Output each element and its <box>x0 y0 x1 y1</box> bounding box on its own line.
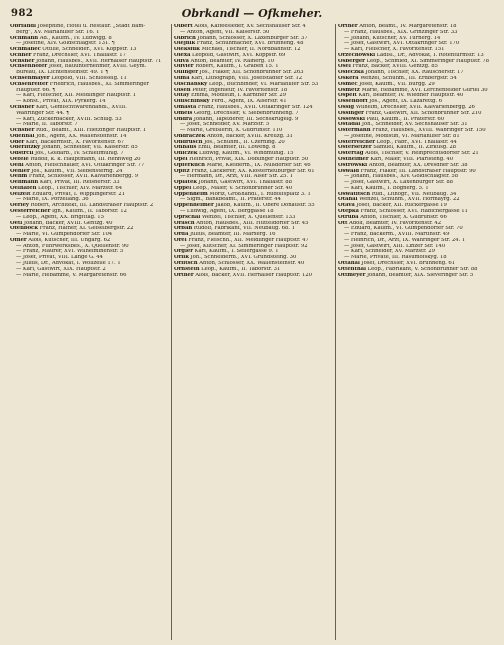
entry-details: Johann, Beamter, XIX. Sieveringer Str. 5 <box>366 272 474 278</box>
entry-details: Johann, Schlosser, X. Laxenburger Str. 37 <box>197 35 308 41</box>
entry-details: — Josef, Gastwirt, XIII. Linzer Str. 140 <box>344 243 446 249</box>
running-head: Obrkandl — Ofkmeher. <box>181 7 323 20</box>
entry-details: — Josef, Schneider, XV. Märzstr. 5 <box>180 122 270 128</box>
entry-surname: Olbrich <box>174 35 196 41</box>
entry-details: — Marie, Private, III. Rasumofskyg. 18 <box>344 255 447 261</box>
entry-details: — Josefine, XIV. Goldschlagstr. 131. ¶ <box>16 41 115 47</box>
entry-details: Anton, Tischler, X. Gudrunstr. 66 <box>360 214 447 220</box>
entry-details: — Josefine, Modistin, VI. Mariahilfer Str. 81 <box>344 133 460 139</box>
entry-details: Leop., Buchbinder, VI. Mariahilfer Str. 53 <box>208 81 319 87</box>
entry-details: Josephine, Hotel u. Restaur. „Stadt Bam- <box>37 24 146 29</box>
entry-details: Anton, Beamter, XX. Dresdner Str. 38 <box>368 162 468 168</box>
entry-surname: Ochsner <box>10 104 35 110</box>
entry-details: Samuel, Kaufm., II. Zirkusg. 28 <box>373 145 456 151</box>
entry-details: — Karl, Schneider, XV. Märzstr. 29 <box>344 249 435 255</box>
entry-details: Anton, Schlosser, XX. Wallensteinstr. 40 <box>199 261 305 267</box>
entry-details: Johann, Gastwirt, XVI. Thaliastr. 88 <box>198 180 292 186</box>
entry-details: Wenzel, Schuhm., XVII. Hormayrg. 22 <box>359 197 460 203</box>
entry-details: Leopold, VIII. Schlösselg. 11 <box>51 76 127 82</box>
entry-details: — Karl, Kaufm., I. Bognerg. 5. T <box>344 185 429 191</box>
entry-surname: Oliva <box>174 58 189 64</box>
entry-surname: Ochsenhofer <box>10 64 48 70</box>
entry-surname: Ochmanec <box>10 47 41 53</box>
entry-surname: Ossendorf <box>338 99 368 105</box>
entry-details: Josef, Kaufm., VII. Burgg. 29 <box>359 81 435 87</box>
entry-surname: Oerley <box>10 203 29 209</box>
entry-surname: Omasta <box>174 104 197 110</box>
entry-details: Leopold, Gastwirt, XVI. Koppstr. 69 <box>191 52 286 58</box>
entry-details: Jos., Schuhm., II. Czerning. 20 <box>204 139 285 145</box>
entry-details: Heinrich, Privat, XIX. Döblinger Hauptstr. 50 <box>189 156 309 162</box>
entry-details: — Sigm., Bankbeamt., II. Praterstr. 44 <box>180 197 281 203</box>
entry-surname: Oleksiuk <box>174 47 200 53</box>
entry-surname: Oesterreicher <box>10 209 51 214</box>
entry-surname: Odstrcil <box>10 151 34 157</box>
entry-details: Franz, Hausbes., XVIII. Währinger Str. 150 <box>372 128 486 134</box>
entry-details: Adolf, Beamter, IV. Favoritenstr. 42 <box>349 220 442 226</box>
entry-details: Bureau, IX. Lichtensteinstr. 49. T ¶ <box>16 70 109 76</box>
entry-details: Josef, Drechsler, XVI. Brunneng. 61 <box>361 261 456 267</box>
entry-details: Ign., Kaufm., II. Taborstr. 12 <box>51 209 127 214</box>
entry-details: Jos., Agent, IX. Lazarettg. 6 <box>369 99 443 105</box>
entry-details: Rudolf, k. k. Hauptmann, III. Rennweg 20 <box>30 156 141 162</box>
entry-details: Johann, Bäcker, XVIII. Gentzg. 40 <box>23 220 113 226</box>
entry-details: Währinger Str. 44. ¶ <box>16 110 70 116</box>
entry-surname: Ott <box>338 220 348 226</box>
entry-details: Johann, Tischler, XX. Rauscherstr. 17 <box>365 70 464 76</box>
entry-details: Karl, Bäckermstr., X. Favoritenstr. 67 <box>25 139 125 145</box>
entry-surname: Ostersetzer <box>338 145 372 151</box>
entry-surname: Ossinger <box>338 110 364 116</box>
entry-surname: Orgler <box>174 249 193 255</box>
directory-entry <box>174 273 332 279</box>
entry-surname: Oderlitzky <box>10 145 41 151</box>
entry-surname: Orlitsch <box>174 261 198 267</box>
entry-details: Johann, Schneider, VII. Kaiserstr. 85 <box>41 145 138 151</box>
page-header <box>0 8 504 24</box>
entry-details: Jos., Kaufm., VII. Siebensterng. 24 <box>31 168 123 174</box>
entry-details: Georg, Drechsler, V. Siebenbrunneng. 7 <box>193 110 299 116</box>
entry-surname: Osberger <box>338 58 365 64</box>
entry-surname: Ostadal <box>338 122 361 128</box>
entry-details: Rud., Lithogr., VII. Neubaug. 34 <box>371 191 457 197</box>
entry-details: Franz, Schlosser, XVII. Kalvarienbergg. 9 <box>28 174 139 180</box>
entry-details: Emma, Modistin, I. Kärntner Str. 29 <box>190 93 286 99</box>
entry-details: Jakob, Kaufm., II. Obere Donaustr. 55 <box>215 203 315 209</box>
entry-details: — Konst., Privat, XIX. Pyrkerg. 14 <box>16 99 106 105</box>
entry-details: Josef, Bäcker, XII. Ruckergasse 19 <box>356 203 447 209</box>
entry-details: Franz, Fleischh., XII. Meidlinger Hauptstr. 47 <box>188 237 309 243</box>
entry-surname: Oluschinsky <box>174 99 210 105</box>
entry-surname: Osmetz <box>338 87 360 93</box>
entry-details: Leop., Kaufm., II. Taborstr. 31 <box>201 266 281 272</box>
entry-details: — Marie, IX. Porzellang. 36 <box>16 197 89 203</box>
entry-surname: Osel <box>338 64 351 70</box>
entry-details: Josef, Bauunternehmer, XVIII. Geym. <box>48 64 147 70</box>
entry-details: berg", XV. Mariahilfer Str. 16. T <box>16 29 100 35</box>
entry-details: Leop., Schmied, XI. Simmeringer Hauptstr. 78 <box>366 58 490 64</box>
entry-details: Franz, Fiaker, III. Landstraßer Hauptstr. 90 <box>360 168 476 174</box>
entry-surname: Ofner <box>10 237 27 243</box>
entry-surname: Opferkuch <box>174 162 205 168</box>
entry-surname: Ostertag <box>338 151 364 157</box>
entry-details: Ludwig, Kaufm., VI. Windmühlg. 15 <box>199 151 294 157</box>
entry-surname: Ochsner <box>10 128 35 134</box>
entry-details: Anton, Fleischhauer, XVI. Ottakringer Str. 77 <box>25 162 145 168</box>
entry-details: — Marie, II. Taborstr. 7 <box>16 122 78 128</box>
entry-surname: Ottenthal <box>338 266 367 272</box>
entry-surname: Oppenheim <box>174 191 208 197</box>
entry-surname: Oppenheimer <box>174 203 214 209</box>
entry-details: Marie, Kleiderm., IX. Nußdorfer Str. 46 <box>206 162 311 168</box>
entry-details: — Franz, Bäckerm., XVIII. Martinstr. 49 <box>344 232 450 238</box>
column-divider <box>335 24 336 640</box>
entry-details: Marie, Hebamme, XVI. Lerchenfelder Gürtel 30 <box>361 87 488 93</box>
entry-surname: Ochsenreiter <box>10 81 49 87</box>
entry-details: Ottilie, Schneider., XVI. Koppstr. 13 <box>42 47 137 53</box>
entry-details: Ferd., Agent, IX. Alserstr. 41 <box>211 99 287 105</box>
entry-surname: Olma <box>174 76 190 82</box>
entry-details: Franz, Lackierer, XX. Klosterneuburger Str. 61 <box>191 168 315 174</box>
entry-surname: Ochmann <box>10 35 39 41</box>
entry-details: Leop., Maler, V. Schönbrunner Str. 40 <box>192 185 293 191</box>
entry-details: Eduard, Privat, I. Wipplingerstr. 21 <box>32 191 125 197</box>
entry-surname: Ofenböck <box>10 226 38 232</box>
entry-surname: Oehler <box>10 168 30 174</box>
entry-details: — Karl, Zuckerbäcker, XVIII. Schulg. 53 <box>16 116 122 122</box>
entry-surname: Olexa <box>174 52 191 58</box>
entry-details: Franz, Hafner, XI. Geiselbergstr. 22 <box>39 226 134 232</box>
entry-surname: Oskera <box>338 76 359 82</box>
entry-details: — Julius, Dr., Advokat, I. Wollzeile 17. T <box>16 261 121 267</box>
entry-surname: Ondraczek <box>174 133 206 139</box>
entry-details: Joh., Agent, XX. Wallensteinstr. 14 <box>36 133 127 139</box>
entry-surname: Oltay <box>174 93 190 99</box>
entry-details: Wenzel, Schuhm., III. Erdbergstr. 54 <box>360 76 457 82</box>
entry-surname: Olbert <box>174 24 193 29</box>
entry-details: Leop., Fabrikant, V. Schönbrunner Str. 88 <box>367 266 478 272</box>
entry-details: Robert, Architekt, III. Landstraßer Hauptstr. 2 <box>30 203 154 209</box>
entry-surname: Oehmann <box>10 180 39 186</box>
entry-details: — Hermann, Dr., Arzt, VIII. Alser Str. 25. T <box>180 174 294 180</box>
entry-details: Johann, Tapezierer, III. Sechskrügelg. 9 <box>193 116 299 122</box>
entry-details: Wilhelm, Drechsler, XVII. Kalvarienbergg. 26 <box>355 104 475 110</box>
entry-surname: Ochsenmayer <box>10 76 50 82</box>
entry-details: Ladisl., Dr., Advokat, I. Rotenturmstr. 13 <box>376 52 484 58</box>
entry-details: Wenzel, Tischler, X. Quellenstr. 133 <box>201 214 296 220</box>
entry-details: Johann, Hausbes., XVII. Hernalser Hauptstr. 71 <box>35 58 162 64</box>
entry-surname: Ochsner <box>10 58 35 64</box>
entry-details: Emil, Beamter, III. Löweng. 8 <box>197 145 276 151</box>
entry-surname: Otahal <box>338 197 358 203</box>
entry-surname: Olivier <box>174 64 194 70</box>
entry-surname: Onhaus <box>174 145 197 151</box>
entry-details: Leop., Fabr., XVI. Thaliastr. 44 <box>376 139 457 145</box>
column-3 <box>338 24 496 640</box>
entry-surname: Ottahal <box>338 261 360 267</box>
entry-surname: Oniczek <box>174 151 198 157</box>
column-1 <box>10 24 168 640</box>
entry-surname: Ornstein <box>174 266 200 272</box>
entry-details: — Anton, Fuhrwerksbes., X. Quellenstr. 90 <box>16 243 129 249</box>
entry-details: — Marie, VI. Gumpendorfer Str. 104 <box>16 232 113 238</box>
entry-surname: Oder <box>10 139 25 145</box>
entry-surname: Oelhafen <box>10 185 37 191</box>
entry-details: Alois, Bäcker, XVII. Hernalser Hauptstr. 120 <box>195 272 312 278</box>
entry-details: — Marie, Hebamme, V. Margaretenstr. 66 <box>16 272 127 278</box>
directory-columns <box>10 24 498 640</box>
entry-surname: Osieczka <box>338 70 364 76</box>
entry-details: Julius, Beamter, III. Marxerg. 16 <box>189 232 276 238</box>
entry-details: Franz, Bäcker, XVIII. Gentzg. 85 <box>352 64 438 70</box>
entry-details: Anton, Beamter, IV. Rainerg. 10 <box>190 58 275 64</box>
entry-surname: Osmec <box>338 81 358 87</box>
entry-surname: Oprschal <box>174 214 201 220</box>
entry-surname: Opitz <box>174 168 190 174</box>
entry-details: Karl, Maler, VIII. Piaristeng. 40 <box>370 156 454 162</box>
directory-entry <box>338 273 496 279</box>
entry-surname: Otruba <box>338 214 359 220</box>
entry-surname: Otepka <box>338 209 359 214</box>
entry-surname: Ossig <box>338 104 355 110</box>
entry-surname: Olsen <box>174 87 191 93</box>
entry-surname: Ochner <box>10 52 32 58</box>
entry-details: Ad., Kaufm., IV. Ludwigg. 8 <box>39 35 112 41</box>
entry-surname: Ossowski <box>338 116 365 122</box>
entry-details: — Franz, Maurer, XVI. Wilhelminenstr. 5 <box>16 249 124 255</box>
entry-details: Karl, Lithograph, VIII. Josefstädter Str. 12 <box>191 76 303 82</box>
entry-details: Rud., Beamt., XIII. Hietzinger Hauptstr. 1 <box>35 128 146 134</box>
entry-details: Franz, Drechsler, XVI. Thaliastr. 17 <box>33 52 126 58</box>
entry-surname: Orasch <box>174 220 195 226</box>
entry-surname: Olschansky <box>174 81 208 87</box>
entry-details: — Eduard, Kaufm., VI. Gumpendorfer Str. 70 <box>344 226 463 232</box>
entry-details: Peter, Ingenieur, IV. Favoritenstr. 18 <box>192 87 288 93</box>
entry-surname: Oppel <box>174 185 192 191</box>
entry-surname: Ondrusch <box>174 139 203 145</box>
entry-details: Karl, Kaufm., I. Seilergasse 9. T <box>194 249 279 255</box>
entry-details: Friedrich, Hausbes., XI. Simmeringer <box>49 81 149 87</box>
entry-surname: Opel <box>174 156 188 162</box>
entry-surname: Ostermann <box>338 128 371 134</box>
entry-details: Rudolf, Fabrikant, VII. Neubaug. 68. T <box>193 226 295 232</box>
entry-details: Alois, Kaffeesieder, XV. Sechshauser Str. 4 <box>194 24 306 29</box>
entry-details: Franz, Gastwirt, XII. Schönbrunner Str. 210 <box>365 110 482 116</box>
entry-details: Jos., Goldarb., IV. Schleifmühlg. 7 <box>35 151 124 157</box>
entry-details: Alois, Tischler, V. Reinprechtsdorfer Str. 21 <box>365 151 479 157</box>
entry-surname: Oswatitsch <box>338 191 371 197</box>
entry-details: — Franz, Hausbes., XIX. Grinzinger Str. 33 <box>344 29 458 35</box>
entry-surname: Ospelt <box>338 93 357 99</box>
entry-surname: Ottmeyer <box>338 272 366 278</box>
entry-surname: Ollinger <box>174 70 198 76</box>
entry-details: — Josef, Kutscher, XI. Simmeringer Hauptstr. 92 <box>180 243 308 249</box>
entry-details: Karl, Gemischtwarenhandl., XVIII. <box>35 104 127 110</box>
entry-surname: Odehnal <box>10 133 35 139</box>
entry-details: — Johann, Hausbes., XIV. Goldschlagstr. 58 <box>344 174 459 180</box>
entry-surname: Orda <box>174 232 189 238</box>
entry-details: Franz, Schuhmacher, XVI. Brunneng. 48 <box>196 41 304 47</box>
entry-surname: Omeis <box>174 110 193 116</box>
entry-details: Leop., Tischler, XIV. Märzstr. 64 <box>38 185 123 191</box>
entry-surname: Oefele <box>10 156 29 162</box>
entry-details: — Karl, Fleischer, XII. Meidlinger Hauptstr. 1 <box>16 93 136 99</box>
entry-surname: Osterreicher <box>338 139 376 145</box>
column-2 <box>174 24 332 640</box>
entry-details: — Karl, Gastwirt, XIX. Hauptstr. 2 <box>16 266 106 272</box>
entry-details: Joh., Schneider, XV. Sechshauser Str. 31 <box>361 122 468 128</box>
directory-entry <box>10 273 168 279</box>
entry-details: Anton, Bäcker, XVIII. Kreuzg. 31 <box>206 133 293 139</box>
entry-surname: Ostheimer <box>338 156 369 162</box>
entry-details: Anton, Hausbes., XIII. Hütteldorfer Str. 45 <box>196 220 309 226</box>
entry-surname: Ortner <box>338 24 358 29</box>
entry-surname: Oehm <box>10 174 28 180</box>
entry-surname: Ortner <box>174 272 194 278</box>
entry-details: — Johann, Kutscher, XV. Turnerg. 14 <box>344 35 441 41</box>
entry-surname: Orel <box>174 237 187 243</box>
entry-surname: Oswald <box>338 168 360 174</box>
entry-details: Alois, Kutscher, III. Ungarg. 62 <box>28 237 111 243</box>
entry-details: Hauptstr. 66. ¶ <box>16 87 56 93</box>
entry-surname: Otava <box>338 203 355 209</box>
entry-surname: Obrfandl <box>10 24 36 29</box>
entry-surname: Oetl <box>10 220 23 226</box>
entry-details: Anton, Beamt., IV. Margaretenstr. 18 <box>359 24 457 29</box>
entry-details: — Marie, Greislerin, X. Gudrunstr. 110 <box>180 128 283 134</box>
entry-details: — Leop., Agent, XX. Brigittag. 15 <box>16 214 104 220</box>
entry-details: — Karl, Fleischer, X. Favoritenstr. 151 <box>344 47 445 53</box>
entry-surname: Oplatek <box>174 180 197 186</box>
entry-surname: Orban <box>174 226 193 232</box>
entry-details: Moriz, Großhändl., I. Rudolfsplatz 3. T <box>209 191 311 197</box>
entry-details: — Heinrich, Dr., Arzt, IX. Währinger Str. 24. T <box>344 237 466 243</box>
entry-details: Joh., Schneiderm., XVI. Grundsteing. 30 <box>190 255 297 261</box>
entry-details: Karl, Beamter, IV. Wiedner Hauptstr. 40 <box>358 93 464 99</box>
entry-details: — Ludwig, Agent, IX. Berggasse 18 <box>180 209 274 214</box>
column-divider <box>171 24 172 640</box>
entry-surname: Oehl <box>10 162 24 168</box>
entry-details: — Josef, Privat, VIII. Lange G. 44 <box>16 255 103 261</box>
entry-details: Paul, Kaufm., II. Praterstr. 60 <box>366 116 445 122</box>
entry-surname: Ondra <box>174 116 193 122</box>
entry-details: Franz, Hausbes., XVII. Ottakringer Str. 124 <box>197 104 313 110</box>
entry-details: Robert, Kaufm., I. Graben 15. T <box>195 64 279 70</box>
entry-details: Michael, Tischler, II. Nordbahnstr. 12 <box>201 47 301 53</box>
entry-details: — Josef, Gastwirt, XVI. Ottakringer Str. 170 <box>344 41 460 47</box>
entry-details: Jos., Fiaker, XII. Schönbrunner Str. 263 <box>199 70 304 76</box>
entry-surname: Olejnik <box>174 41 196 47</box>
entry-details: — Josef, Gastwirt, X. Laxenburger Str. 88 <box>344 180 453 186</box>
page-number: 982 <box>11 8 34 19</box>
entry-surname: Orlik <box>174 255 189 261</box>
entry-details: Karl, Privat, III. Reisnerstr. 33 <box>39 180 120 186</box>
entry-surname: Orzechowski <box>338 52 376 58</box>
entry-surname: Oelzelt <box>10 191 31 197</box>
entry-details: Franz, Schlosser, XVI. Habichergasse 11 <box>360 209 468 214</box>
entry-details: — Anton, Agent, VII. Kaiserstr. 50 <box>180 29 270 35</box>
entry-surname: Ostrowski <box>338 162 368 168</box>
